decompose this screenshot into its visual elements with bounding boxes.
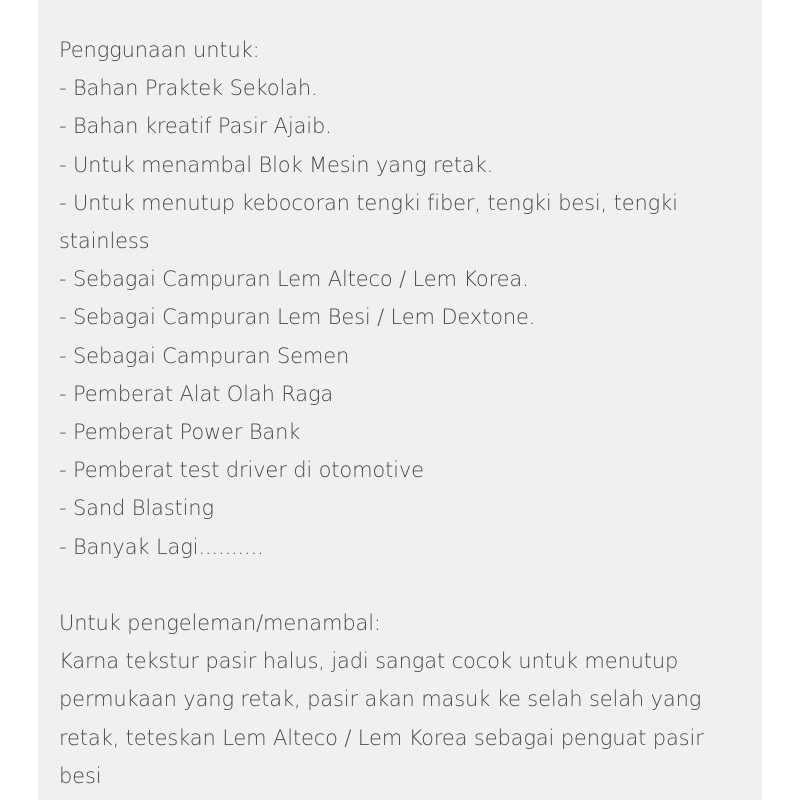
usage-item: - Pemberat test driver di otomotive xyxy=(59,458,424,483)
usage-heading: Penggunaan untuk: xyxy=(59,38,260,62)
usage-item: - Bahan kreatif Pasir Ajaib. xyxy=(59,114,332,139)
usage-item: - Sand Blasting xyxy=(59,496,214,521)
usage-item: - Bahan Praktek Sekolah. xyxy=(59,76,318,101)
usage-item: - Banyak Lagi.......... xyxy=(59,534,264,559)
gluing-heading: Untuk pengeleman/menambal: xyxy=(59,611,381,636)
usage-item: - Untuk menambal Blok Mesin yang retak. xyxy=(59,152,494,177)
paragraph-spacer xyxy=(59,566,742,604)
gluing-body: Karna tekstur pasir halus, jadi sangat cocok untuk menutup permukaan yang retak, pasir akan masuk ke selah selah yang retak, teteskan Lem Alteco / Lem Korea sebagai penguat pasir besi xyxy=(59,649,704,788)
usage-item: - Pemberat Alat Olah Raga xyxy=(59,381,334,406)
usage-item: - Sebagai Campuran Lem Besi / Lem Dextone. xyxy=(59,305,536,330)
description-panel xyxy=(38,0,762,800)
usage-item: - Sebagai Campuran Semen xyxy=(59,343,350,368)
usage-item: - Untuk menutup kebocoran tengki fiber, tengki besi, tengki stainless xyxy=(59,190,678,254)
usage-item: - Sebagai Campuran Lem Alteco / Lem Korea. xyxy=(59,267,529,292)
usage-item: - Pemberat Power Bank xyxy=(59,420,301,445)
